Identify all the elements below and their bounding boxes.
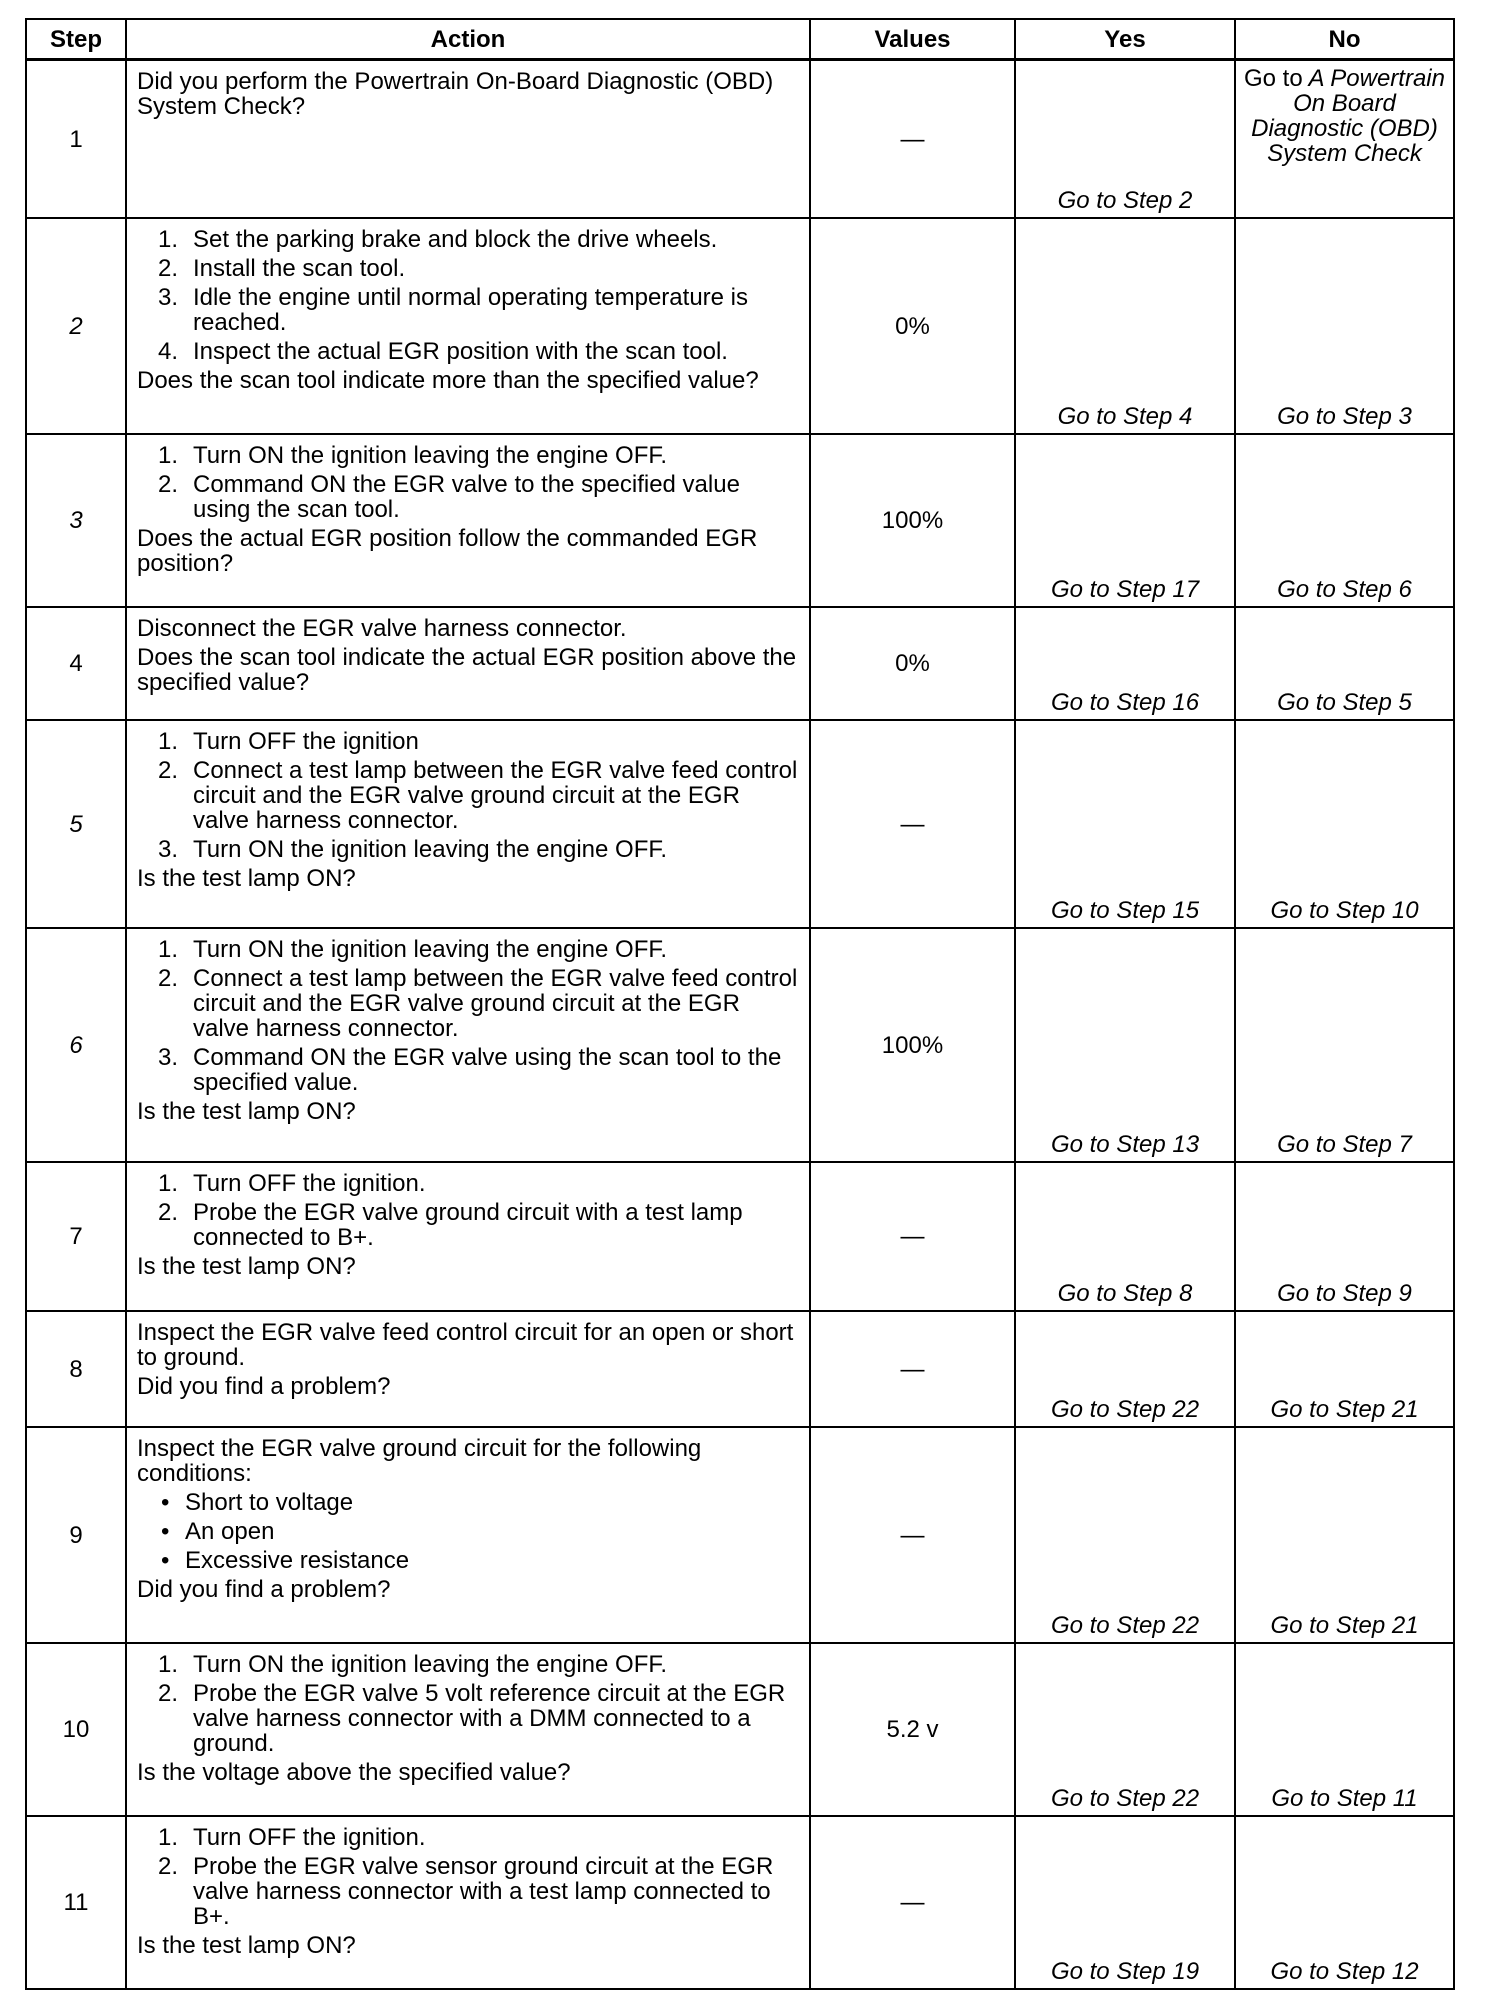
value-cell: 100%	[810, 928, 1015, 1162]
step-number: 2	[26, 218, 126, 434]
action-cell	[126, 434, 810, 607]
step-number: 5	[26, 720, 126, 928]
action-text: Inspect the EGR valve feed control circuit for an open or short to ground.	[137, 1319, 794, 1371]
action-cell	[126, 60, 810, 219]
table-row	[26, 1311, 1454, 1427]
value-cell: —	[810, 720, 1015, 928]
table-row	[26, 1162, 1454, 1311]
action-question: Is the test lamp ON?	[137, 865, 356, 892]
yes-cell: Go to Step 16	[1015, 607, 1235, 720]
value-cell: —	[810, 1427, 1015, 1643]
no-cell: Go to Step 12	[1235, 1816, 1454, 1989]
action-cell	[126, 218, 810, 434]
action-question: Does the actual EGR position follow the commanded EGR position?	[137, 525, 758, 577]
action-cell	[126, 1162, 810, 1311]
yes-cell: Go to Step 8	[1015, 1162, 1235, 1311]
action-step: Turn OFF the ignition.	[193, 1824, 426, 1851]
no-link: A Powertrain On Board Diagnostic (OBD) System Check	[1251, 65, 1445, 167]
no-cell: Go to Step 7	[1235, 928, 1454, 1162]
no-cell: Go to Step 5	[1235, 607, 1454, 720]
action-step: Turn ON the ignition leaving the engine OFF.	[193, 1651, 668, 1678]
action-cell	[126, 1816, 810, 1989]
value-cell: —	[810, 1162, 1015, 1311]
action-question: Is the test lamp ON?	[137, 1932, 356, 1959]
yes-cell: Go to Step 13	[1015, 928, 1235, 1162]
action-step: Command ON the EGR valve using the scan tool to the specified value.	[193, 1044, 782, 1096]
yes-cell: Go to Step 17	[1015, 434, 1235, 607]
yes-cell: Go to Step 22	[1015, 1427, 1235, 1643]
action-question: Did you find a problem?	[137, 1373, 391, 1400]
action-step: Turn ON the ignition leaving the engine OFF.	[193, 442, 668, 469]
action-step: Connect a test lamp between the EGR valve feed control circuit and the EGR valve ground circuit at the EGR valve harness connector.	[193, 757, 798, 834]
step-number: 9	[26, 1427, 126, 1643]
action-step: Install the scan tool.	[193, 255, 406, 282]
action-steps	[137, 1825, 799, 1929]
condition-list	[137, 1490, 799, 1573]
no-cell	[1235, 60, 1454, 219]
table-row	[26, 60, 1454, 219]
action-text: Inspect the EGR valve ground circuit for the following conditions:	[137, 1435, 702, 1487]
action-steps	[137, 227, 799, 364]
yes-cell: Go to Step 2	[1015, 60, 1235, 219]
no-cell: Go to Step 21	[1235, 1427, 1454, 1643]
action-cell	[126, 720, 810, 928]
action-step: Probe the EGR valve sensor ground circuit at the EGR valve harness connector with a test lamp connected to B+.	[193, 1853, 774, 1930]
value-cell: 0%	[810, 607, 1015, 720]
action-cell	[126, 607, 810, 720]
step-number: 7	[26, 1162, 126, 1311]
value-cell: 100%	[810, 434, 1015, 607]
action-step: Connect a test lamp between the EGR valve feed control circuit and the EGR valve ground circuit at the EGR valve harness connector.	[193, 965, 798, 1042]
action-step: Probe the EGR valve ground circuit with a test lamp connected to B+.	[193, 1199, 743, 1251]
action-question: Did you find a problem?	[137, 1576, 391, 1603]
table-row	[26, 218, 1454, 434]
action-text: Did you perform the Powertrain On-Board Diagnostic (OBD) System Check?	[137, 68, 774, 120]
action-question: Does the scan tool indicate more than the specified value?	[137, 367, 759, 394]
value-cell: 0%	[810, 218, 1015, 434]
condition-item: • Short to voltage	[137, 1490, 799, 1515]
table-header-row	[26, 19, 1454, 60]
step-number: 1	[26, 60, 126, 219]
yes-cell: Go to Step 22	[1015, 1643, 1235, 1816]
action-step: Turn ON the ignition leaving the engine OFF.	[193, 836, 668, 863]
table-row	[26, 434, 1454, 607]
condition-item: • Excessive resistance	[137, 1548, 799, 1573]
action-cell	[126, 1311, 810, 1427]
no-cell: Go to Step 9	[1235, 1162, 1454, 1311]
table-row	[26, 720, 1454, 928]
value-cell: —	[810, 1816, 1015, 1989]
table-row	[26, 928, 1454, 1162]
header-no: No	[1235, 19, 1454, 60]
action-step: Turn OFF the ignition.	[193, 1170, 426, 1197]
yes-cell: Go to Step 22	[1015, 1311, 1235, 1427]
action-question: Is the test lamp ON?	[137, 1253, 356, 1280]
step-number: 11	[26, 1816, 126, 1989]
condition-item: • An open	[137, 1519, 799, 1544]
value-cell: —	[810, 1311, 1015, 1427]
header-yes: Yes	[1015, 19, 1235, 60]
no-cell: Go to Step 11	[1235, 1643, 1454, 1816]
table-row	[26, 1816, 1454, 1989]
value-cell: 5.2 v	[810, 1643, 1015, 1816]
action-steps	[137, 729, 799, 862]
step-number: 6	[26, 928, 126, 1162]
step-number: 4	[26, 607, 126, 720]
value-cell: —	[810, 60, 1015, 219]
no-cell: Go to Step 6	[1235, 434, 1454, 607]
action-step: Set the parking brake and block the drive wheels.	[193, 226, 718, 253]
yes-cell: Go to Step 15	[1015, 720, 1235, 928]
action-question: Is the test lamp ON?	[137, 1098, 356, 1125]
action-step: Idle the engine until normal operating temperature is reached.	[193, 284, 748, 336]
action-question: Does the scan tool indicate the actual EGR position above the specified value?	[137, 644, 797, 696]
header-action: Action	[126, 19, 810, 60]
table-row	[26, 1643, 1454, 1816]
yes-cell: Go to Step 19	[1015, 1816, 1235, 1989]
no-prefix: Go to	[1244, 65, 1303, 92]
action-cell	[126, 1643, 810, 1816]
header-step: Step	[26, 19, 126, 60]
action-step: Turn OFF the ignition	[193, 728, 419, 755]
action-cell	[126, 928, 810, 1162]
action-steps	[137, 937, 799, 1095]
action-cell	[126, 1427, 810, 1643]
action-steps	[137, 443, 799, 522]
action-question: Is the voltage above the specified value?	[137, 1759, 571, 1786]
action-steps	[137, 1652, 799, 1756]
no-cell: Go to Step 10	[1235, 720, 1454, 928]
action-step: Command ON the EGR valve to the specified value using the scan tool.	[193, 471, 740, 523]
no-cell: Go to Step 21	[1235, 1311, 1454, 1427]
yes-cell: Go to Step 4	[1015, 218, 1235, 434]
step-number: 10	[26, 1643, 126, 1816]
no-cell: Go to Step 3	[1235, 218, 1454, 434]
step-number: 8	[26, 1311, 126, 1427]
header-values: Values	[810, 19, 1015, 60]
action-step: Inspect the actual EGR position with the scan tool.	[193, 338, 728, 365]
action-steps	[137, 1171, 799, 1250]
action-step: Probe the EGR valve 5 volt reference circuit at the EGR valve harness connector with a DMM connected to a ground.	[193, 1680, 786, 1757]
table-row	[26, 607, 1454, 720]
action-step: Turn ON the ignition leaving the engine OFF.	[193, 936, 668, 963]
step-number: 3	[26, 434, 126, 607]
diagnostic-table	[25, 18, 1455, 1990]
action-text: Disconnect the EGR valve harness connector.	[137, 615, 627, 642]
table-row	[26, 1427, 1454, 1643]
